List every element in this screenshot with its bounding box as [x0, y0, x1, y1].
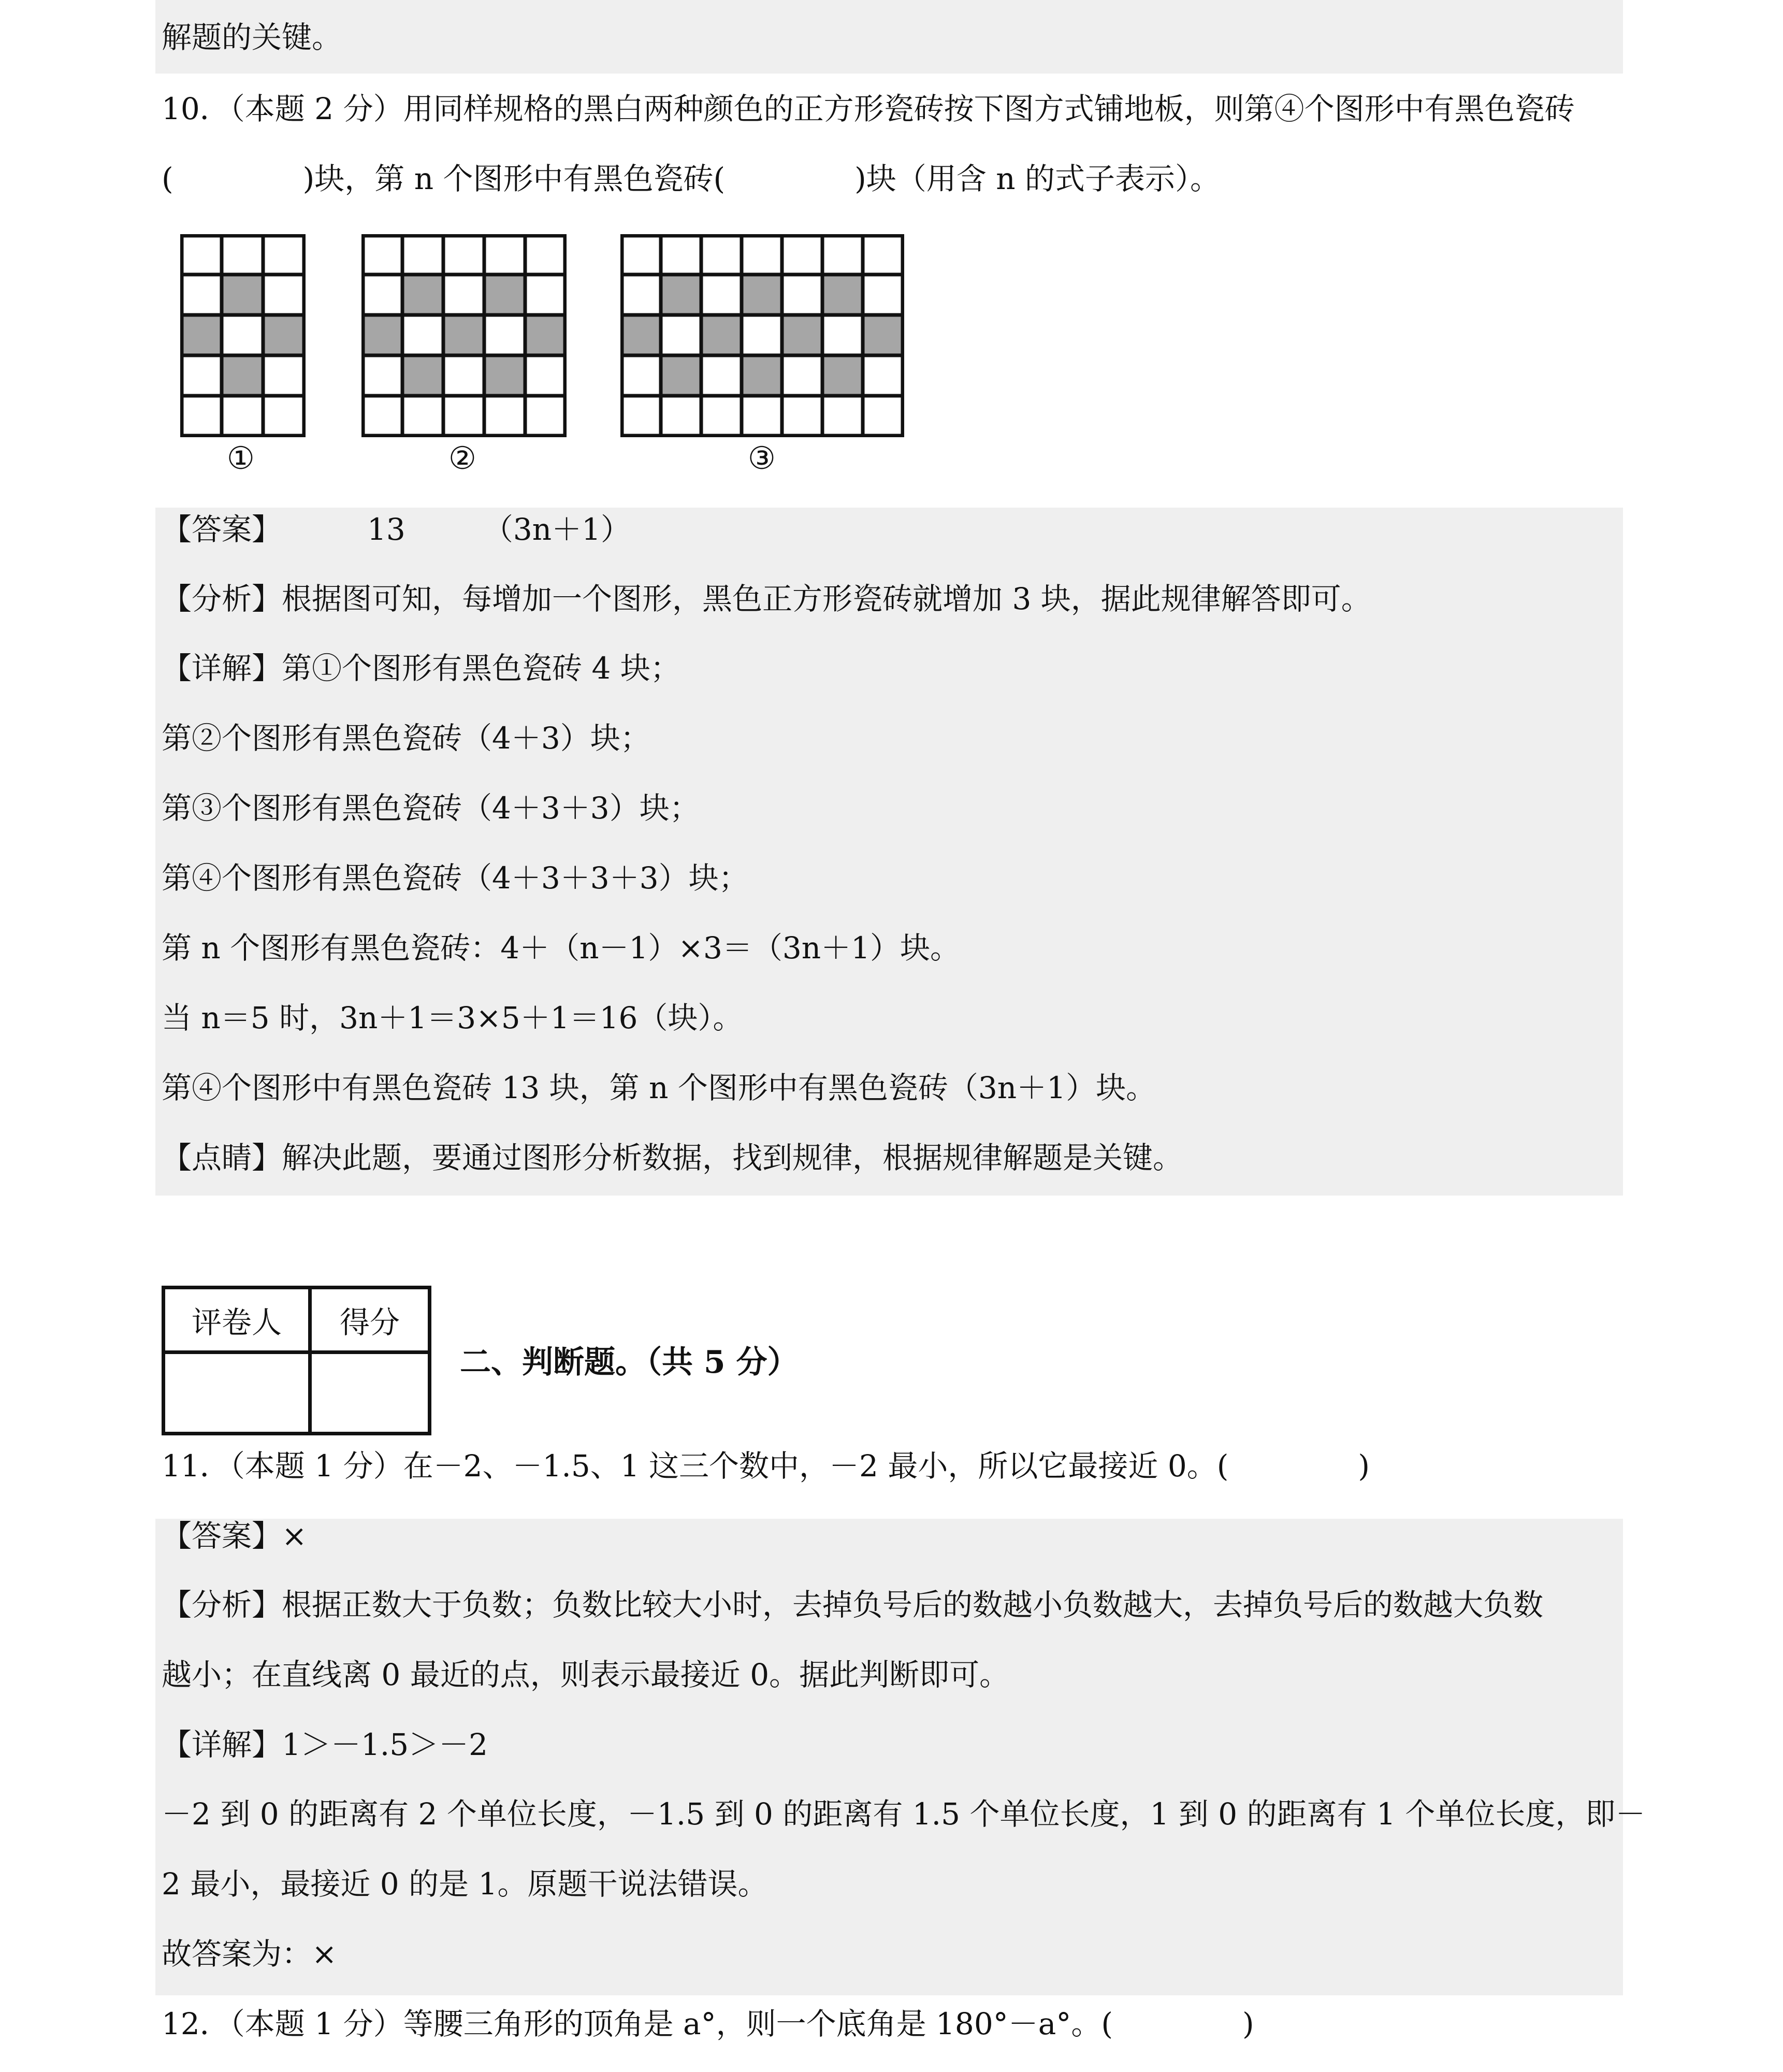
section-title: 二、判断题。（共 5 分） — [460, 1344, 799, 1380]
q10-answer-tag: 【答案】 — [162, 512, 282, 547]
prev-answer-shade — [155, 0, 1623, 74]
figure-label-3: ③ — [748, 440, 776, 477]
figure-label-1: ① — [227, 440, 255, 477]
figure-label-2: ② — [448, 440, 476, 477]
q10-answer-value-2: （3n＋1） — [483, 512, 631, 547]
tile-figure-2 — [361, 234, 567, 437]
q10-detail-line-2: 第②个图形有黑色瓷砖（4＋3）块； — [162, 721, 650, 756]
q10-detail-line-1: 【详解】第①个图形有黑色瓷砖 4 块； — [162, 651, 680, 686]
q11-conclusion: 故答案为：× — [162, 1936, 337, 1972]
q11-detail-line-3: 2 最小，最接近 0 的是 1。原题干说法错误。 — [162, 1866, 768, 1902]
prev-answer-tail: 解题的关键。 — [162, 20, 342, 55]
q10-answer-value-1: 13 — [367, 512, 405, 547]
q12-question-text: 12．（本题 1 分）等腰三角形的顶角是 a°，则一个底角是 180°－a°。( — [162, 2006, 1113, 2041]
score-table-grader-header: 评卷人 — [164, 1288, 310, 1352]
q11-detail-line-2: －2 到 0 的距离有 2 个单位长度，－1.5 到 0 的距离有 1.5 个单位长度，1 到 0 的距离有 1 个单位长度，即－ — [162, 1796, 1646, 1832]
q10-detail-line-3: 第③个图形有黑色瓷砖（4＋3＋3）块； — [162, 790, 700, 826]
q10-detail-line-6: 当 n＝5 时，3n＋1＝3×5＋1＝16（块）。 — [162, 1000, 743, 1035]
q10-comment: 【点睛】解决此题，要通过图形分析数据，找到规律，根据规律解题是关键。 — [162, 1140, 1183, 1175]
q10-answer — [162, 509, 631, 550]
tile-figure-3 — [620, 234, 904, 437]
score-table-score-header: 得分 — [310, 1288, 430, 1352]
tile-figure-1 — [180, 234, 306, 437]
q11-answer: 【答案】× — [162, 1518, 307, 1553]
q10-blank-open: ( — [162, 161, 173, 196]
score-table-grader-cell[interactable] — [164, 1352, 310, 1434]
q12-question-close: ) — [1242, 2006, 1254, 2041]
q10-detail-line-4: 第④个图形有黑色瓷砖（4＋3＋3＋3）块； — [162, 860, 749, 896]
q10-question-end: )块（用含 n 的式子表示）。 — [854, 161, 1220, 196]
score-table — [162, 1286, 431, 1435]
q10-detail-line-5: 第 n 个图形有黑色瓷砖：4＋（n－1）×3＝（3n＋1）块。 — [162, 930, 961, 966]
q11-question-text: 11．（本题 1 分）在－2、－1.5、1 这三个数中，－2 最小，所以它最接近 0。( — [162, 1448, 1229, 1484]
q12-question — [162, 2003, 1254, 2045]
q10-question-line1: 10．（本题 2 分）用同样规格的黑白两种颜色的正方形瓷砖按下图方式铺地板，则第④个图形中有黑色瓷砖 — [162, 91, 1575, 126]
q11-detail-line-1: 【详解】1＞－1.5＞－2 — [162, 1727, 488, 1762]
q11-analysis-line-1: 【分析】根据正数大于负数；负数比较大小时，去掉负号后的数越小负数越大，去掉负号后的数越大负数 — [162, 1587, 1544, 1622]
q10-analysis: 【分析】根据图可知，每增加一个图形，黑色正方形瓷砖就增加 3 块，据此规律解答即可。 — [162, 581, 1371, 616]
q10-question-mid: )块，第 n 个图形中有黑色瓷砖( — [302, 161, 726, 196]
q11-question-close: ) — [1358, 1448, 1370, 1484]
q11-analysis-line-2: 越小；在直线离 0 最近的点，则表示最接近 0。据此判断即可。 — [162, 1657, 1010, 1692]
q10-detail-line-7: 第④个图形中有黑色瓷砖 13 块，第 n 个图形中有黑色瓷砖（3n＋1）块。 — [162, 1070, 1156, 1105]
q11-question — [162, 1445, 1370, 1487]
score-table-score-cell[interactable] — [310, 1352, 430, 1434]
q10-question-line2 — [162, 158, 1220, 199]
